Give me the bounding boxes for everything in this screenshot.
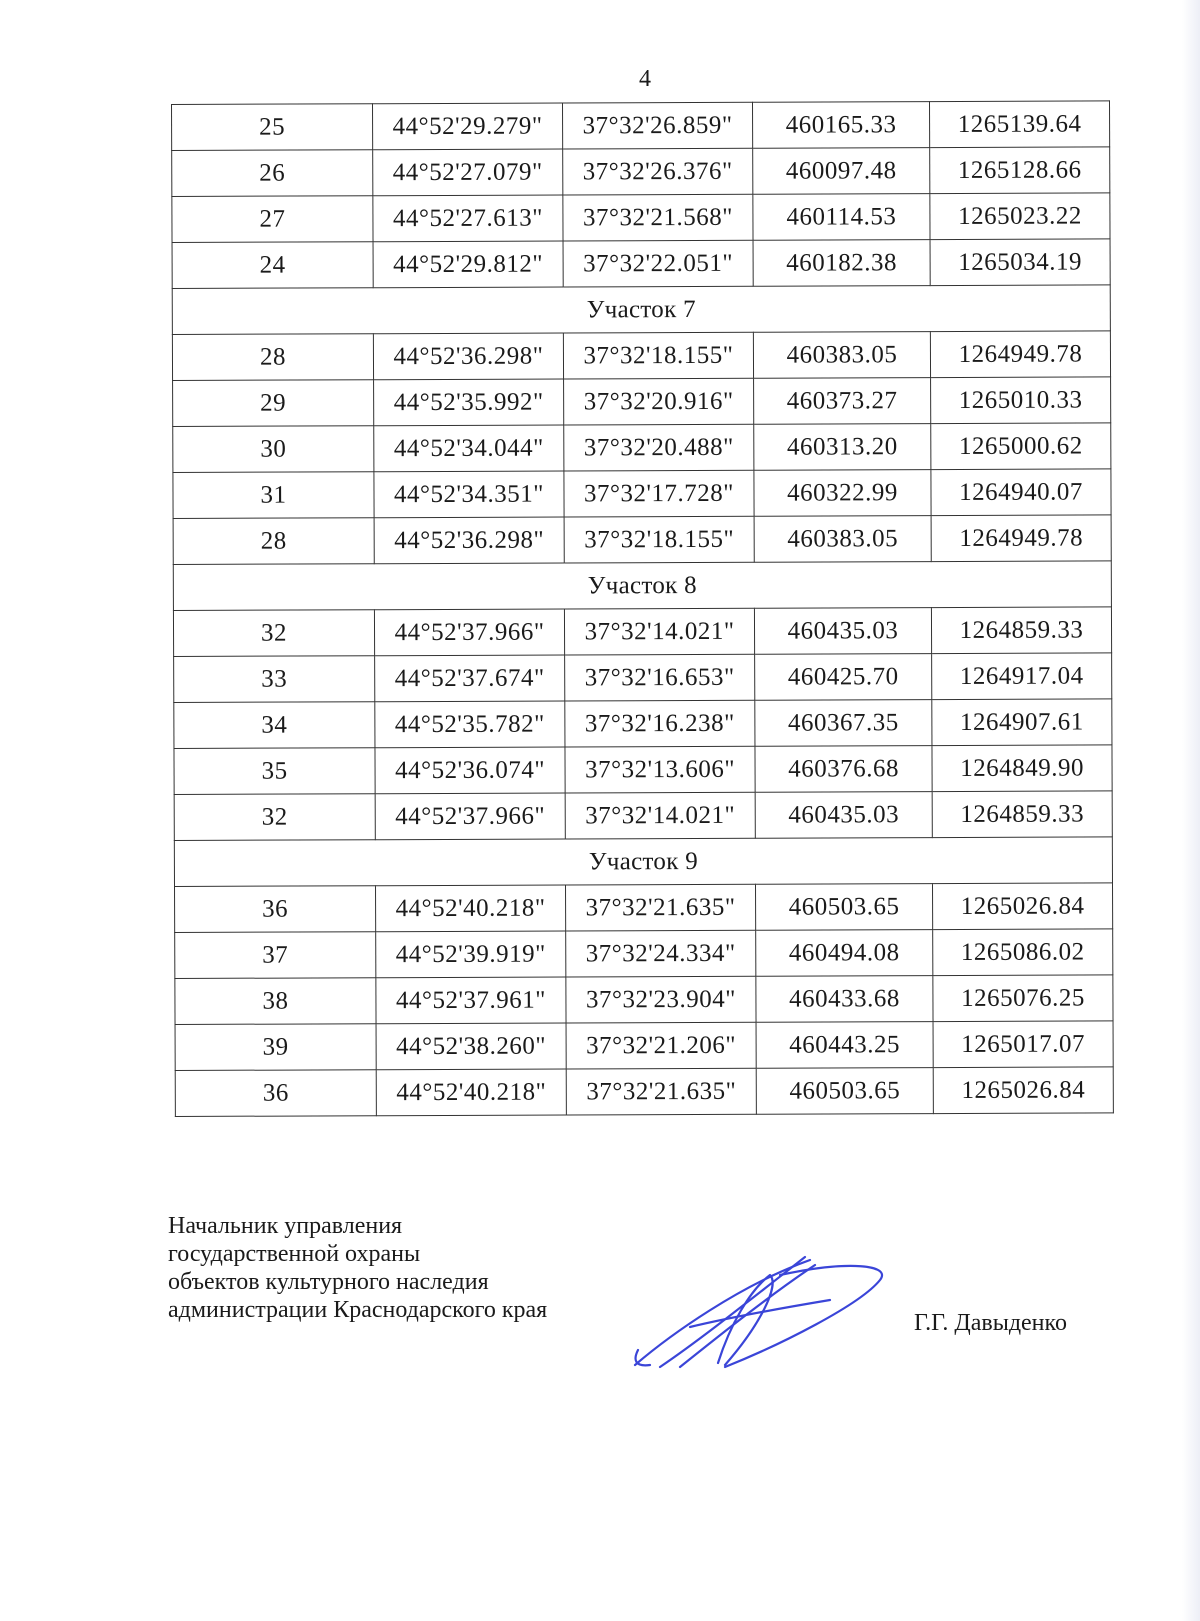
point-number-cell: 31 (173, 472, 374, 519)
point-number-cell: 24 (172, 242, 373, 289)
y-coordinate-cell: 1265128.66 (930, 147, 1110, 194)
x-coordinate-cell: 460322.99 (754, 470, 931, 517)
coordinates-table (171, 100, 1114, 1117)
table-row (172, 101, 1110, 151)
table-row (173, 607, 1111, 657)
x-coordinate-cell: 460182.38 (753, 240, 930, 287)
x-coordinate-cell: 460097.48 (753, 148, 930, 195)
point-number-cell: 34 (174, 702, 375, 749)
y-coordinate-cell: 1265034.19 (930, 239, 1110, 286)
x-coordinate-cell: 460435.03 (755, 792, 932, 839)
y-coordinate-cell: 1264859.33 (932, 791, 1112, 838)
point-number-cell: 25 (172, 104, 373, 151)
point-number-cell: 33 (174, 656, 375, 703)
x-coordinate-cell: 460503.65 (756, 1068, 933, 1115)
x-coordinate-cell: 460367.35 (755, 700, 932, 747)
table-row (172, 147, 1110, 197)
x-coordinate-cell: 460494.08 (756, 930, 933, 977)
y-coordinate-cell: 1265139.64 (929, 101, 1109, 148)
x-coordinate-cell: 460114.53 (753, 194, 930, 241)
section-title: Участок 8 (173, 561, 1111, 611)
point-number-cell: 29 (173, 380, 374, 427)
y-coordinate-cell: 1264849.90 (932, 745, 1112, 792)
y-coordinate-cell: 1265086.02 (933, 929, 1113, 976)
latitude-cell: 44°52'35.782" (375, 701, 565, 748)
latitude-cell: 44°52'29.812" (373, 241, 563, 288)
table-row (175, 1067, 1113, 1117)
point-number-cell: 36 (175, 886, 376, 933)
table-row (172, 239, 1110, 289)
latitude-cell: 44°52'34.351" (374, 471, 564, 518)
table-row (174, 791, 1112, 841)
y-coordinate-cell: 1264940.07 (931, 469, 1111, 516)
table-row (175, 883, 1113, 933)
x-coordinate-cell: 460433.68 (756, 976, 933, 1023)
section-header-row (173, 561, 1111, 611)
latitude-cell: 44°52'38.260" (376, 1023, 566, 1070)
x-coordinate-cell: 460383.05 (753, 332, 930, 379)
section-header-row (172, 285, 1110, 335)
latitude-cell: 44°52'37.966" (375, 793, 565, 840)
longitude-cell: 37°32'21.635" (566, 1068, 756, 1115)
longitude-cell: 37°32'20.488" (564, 424, 754, 471)
point-number-cell: 32 (173, 610, 374, 657)
handwritten-signature (630, 1255, 900, 1375)
x-coordinate-cell: 460376.68 (755, 746, 932, 793)
y-coordinate-cell: 1264859.33 (931, 607, 1111, 654)
x-coordinate-cell: 460443.25 (756, 1022, 933, 1069)
longitude-cell: 37°32'21.206" (566, 1022, 756, 1069)
table-row (172, 193, 1110, 243)
longitude-cell: 37°32'26.859" (562, 102, 752, 149)
point-number-cell: 38 (175, 978, 376, 1025)
y-coordinate-cell: 1265076.25 (933, 975, 1113, 1022)
signatory-title-block (168, 1212, 547, 1324)
latitude-cell: 44°52'37.961" (376, 977, 566, 1024)
table-row (173, 469, 1111, 519)
point-number-cell: 36 (175, 1070, 376, 1117)
longitude-cell: 37°32'22.051" (563, 240, 753, 287)
y-coordinate-cell: 1264917.04 (932, 653, 1112, 700)
coordinates-table-body (172, 101, 1114, 1117)
point-number-cell: 26 (172, 150, 373, 197)
table-row (175, 1021, 1113, 1071)
longitude-cell: 37°32'14.021" (564, 608, 754, 655)
x-coordinate-cell: 460373.27 (754, 378, 931, 425)
section-title: Участок 7 (172, 285, 1110, 335)
x-coordinate-cell: 460313.20 (754, 424, 931, 471)
longitude-cell: 37°32'20.916" (564, 378, 754, 425)
x-coordinate-cell: 460503.65 (756, 884, 933, 931)
latitude-cell: 44°52'37.966" (374, 609, 564, 656)
point-number-cell: 27 (172, 196, 373, 243)
y-coordinate-cell: 1265017.07 (933, 1021, 1113, 1068)
latitude-cell: 44°52'40.218" (376, 885, 566, 932)
x-coordinate-cell: 460435.03 (754, 608, 931, 655)
signatory-title-line: администрации Краснодарского края (168, 1297, 548, 1323)
y-coordinate-cell: 1265010.33 (931, 377, 1111, 424)
page-number: 4 (639, 66, 651, 92)
y-coordinate-cell: 1264907.61 (932, 699, 1112, 746)
y-coordinate-cell: 1265026.84 (932, 883, 1112, 930)
latitude-cell: 44°52'27.079" (373, 149, 563, 196)
point-number-cell: 28 (172, 334, 373, 381)
longitude-cell: 37°32'13.606" (565, 746, 755, 793)
latitude-cell: 44°52'27.613" (373, 195, 563, 242)
latitude-cell: 44°52'39.919" (376, 931, 566, 978)
latitude-cell: 44°52'36.298" (373, 333, 563, 380)
table-row (173, 423, 1111, 473)
latitude-cell: 44°52'34.044" (374, 425, 564, 472)
point-number-cell: 32 (174, 794, 375, 841)
y-coordinate-cell: 1265026.84 (933, 1067, 1113, 1114)
longitude-cell: 37°32'14.021" (565, 792, 755, 839)
longitude-cell: 37°32'26.376" (563, 148, 753, 195)
table-row (174, 699, 1112, 749)
table-row (173, 515, 1111, 565)
y-coordinate-cell: 1265000.62 (931, 423, 1111, 470)
y-coordinate-cell: 1264949.78 (931, 515, 1111, 562)
x-coordinate-cell: 460425.70 (755, 654, 932, 701)
table-row (175, 929, 1113, 979)
point-number-cell: 37 (175, 932, 376, 979)
table-row (174, 745, 1112, 795)
latitude-cell: 44°52'40.218" (376, 1069, 566, 1116)
section-header-row (174, 837, 1112, 887)
latitude-cell: 44°52'29.279" (373, 103, 563, 150)
longitude-cell: 37°32'21.635" (566, 884, 756, 931)
latitude-cell: 44°52'37.674" (375, 655, 565, 702)
longitude-cell: 37°32'21.568" (563, 194, 753, 241)
table-row (174, 653, 1112, 703)
longitude-cell: 37°32'23.904" (566, 976, 756, 1023)
point-number-cell: 39 (175, 1024, 376, 1071)
signatory-title-line: государственной охраны (168, 1241, 421, 1267)
longitude-cell: 37°32'18.155" (564, 516, 754, 563)
latitude-cell: 44°52'36.298" (374, 517, 564, 564)
point-number-cell: 35 (174, 748, 375, 795)
y-coordinate-cell: 1265023.22 (930, 193, 1110, 240)
table-row (175, 975, 1113, 1025)
section-title: Участок 9 (174, 837, 1112, 887)
longitude-cell: 37°32'16.653" (565, 654, 755, 701)
latitude-cell: 44°52'36.074" (375, 747, 565, 794)
signer-name: Г.Г. Давыденко (914, 1310, 1067, 1336)
longitude-cell: 37°32'17.728" (564, 470, 754, 517)
point-number-cell: 30 (173, 426, 374, 473)
signatory-title-line: объектов культурного наследия (168, 1269, 489, 1295)
x-coordinate-cell: 460165.33 (752, 102, 929, 149)
latitude-cell: 44°52'35.992" (374, 379, 564, 426)
longitude-cell: 37°32'24.334" (566, 930, 756, 977)
table-row (172, 331, 1110, 381)
longitude-cell: 37°32'18.155" (563, 332, 753, 379)
longitude-cell: 37°32'16.238" (565, 700, 755, 747)
scan-edge-shadow (1182, 0, 1200, 1621)
signatory-title-line: Начальник управления (168, 1213, 403, 1239)
table-row (173, 377, 1111, 427)
x-coordinate-cell: 460383.05 (754, 516, 931, 563)
point-number-cell: 28 (173, 518, 374, 565)
y-coordinate-cell: 1264949.78 (930, 331, 1110, 378)
